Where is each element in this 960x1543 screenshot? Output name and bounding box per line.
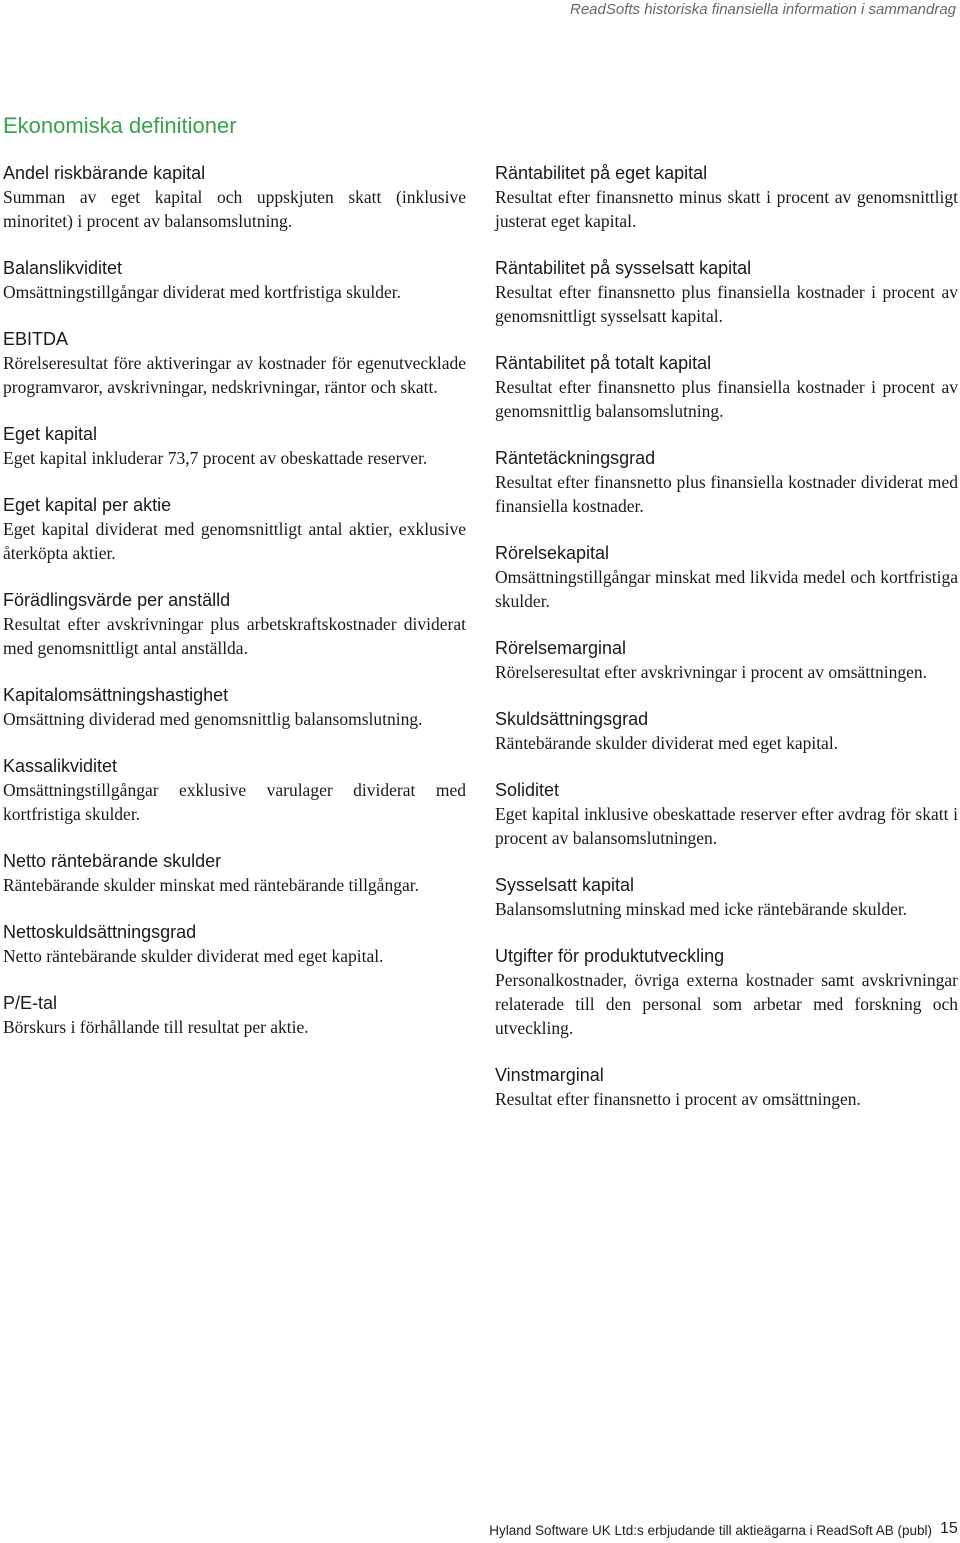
definition-term: Sysselsatt kapital [495,875,635,895]
definition-term: Förädlingsvärde per anställd [3,590,231,610]
definition-text: Resultat efter finansnetto plus finansiella kostnader i procent av genomsnittlig balansomslutning. [495,377,958,421]
definition-text: Räntebärande skulder dividerat med eget kapital. [495,733,839,753]
definition-entry [495,873,958,921]
definition-text: Omsättning dividerad med genomsnittlig balansomslutning. [3,709,423,729]
definition-term: Balanslikviditet [3,258,123,278]
definition-text: Rörelseresultat efter avskrivningar i procent av omsättningen. [495,662,928,682]
definition-text: Balansomslutning minskad med icke räntebärande skulder. [495,899,908,919]
definition-term: Eget kapital per aktie [3,495,172,515]
definition-entry [495,446,958,518]
definition-entry [3,588,466,660]
definition-entry [495,636,958,684]
definitions-column-right [495,161,958,1134]
definition-text: Eget kapital dividerat med genomsnittligt antal aktier, exklusive återköpta aktier. [3,519,466,563]
definition-term: Netto räntebärande skulder [3,851,222,871]
definition-text: Räntebärande skulder minskat med räntebärande tillgångar. [3,875,419,895]
definition-term: EBITDA [3,329,69,349]
definition-text: Eget kapital inkluderar 73,7 procent av obeskattade reserver. [3,448,428,468]
definition-entry [3,161,466,233]
page-number: 15 [940,1520,958,1537]
definition-term: Vinstmarginal [495,1065,604,1085]
definition-term: Räntetäckningsgrad [495,448,656,468]
definition-term: Räntabilitet på eget kapital [495,163,708,183]
definition-term: Kassalikviditet [3,756,118,776]
definition-entry [495,351,958,423]
definition-text: Resultat efter finansnetto i procent av omsättningen. [495,1089,861,1109]
definition-entry [495,1063,958,1111]
running-head: ReadSofts historiska finansiella information i sammandrag [569,1,956,18]
definition-entry [495,541,958,613]
definition-term: Andel riskbärande kapital [3,163,206,183]
definition-text: Omsättningstillgångar minskat med likvida medel och kortfristiga skulder. [495,567,958,611]
definition-entry [3,327,466,399]
definition-entry [495,944,958,1040]
definition-text: Personalkostnader, övriga externa kostnader samt avskrivningar relaterade till den personal som arbetar med forskning och utveckling. [495,970,958,1038]
section-title: Ekonomiska definitioner [3,113,237,138]
definition-text: Omsättningstillgångar dividerat med kortfristiga skulder. [3,282,402,302]
definition-entry [3,991,466,1039]
definition-term: Nettoskuldsättningsgrad [3,922,197,942]
definition-term: Rörelsekapital [495,543,610,563]
definition-text: Summan av eget kapital och uppskjuten skatt (inklusive minoritet) i procent av balansomslutning. [3,187,466,231]
definition-text: Resultat efter finansnetto plus finansiella kostnader dividerat med finansiella kostnader. [495,472,958,516]
definition-text: Börskurs i förhållande till resultat per aktie. [3,1017,309,1037]
definition-entry [495,707,958,755]
definition-text: Resultat efter finansnetto minus skatt i procent av genomsnittligt justerat eget kapital. [495,187,958,231]
definitions-column-left [3,161,466,1062]
definition-entry [495,778,958,850]
definition-term: Kapitalomsättningshastighet [3,685,229,705]
definition-entry [3,683,466,731]
page-footer: Hyland Software UK Ltd:s erbjudande till aktieägarna i ReadSoft AB (publ) [489,1523,932,1538]
definition-entry [495,256,958,328]
definition-text: Omsättningstillgångar exklusive varulager dividerat med kortfristiga skulder. [3,780,466,824]
definition-term: Soliditet [495,780,560,800]
definition-text: Resultat efter avskrivningar plus arbetskraftskostnader dividerat med genomsnittligt antal anställda. [3,614,466,658]
definition-entry [3,493,466,565]
definition-text: Resultat efter finansnetto plus finansiella kostnader i procent av genomsnittligt sysselsatt kapital. [495,282,958,326]
definition-term: Räntabilitet på sysselsatt kapital [495,258,752,278]
definition-entry [3,920,466,968]
definition-text: Rörelseresultat före aktiveringar av kostnader för egenutvecklade programvaror, avskrivningar, nedskrivningar, räntor och skatt. [3,353,466,397]
definition-term: Rörelsemarginal [495,638,627,658]
definition-entry [3,256,466,304]
definition-term: Räntabilitet på totalt kapital [495,353,712,373]
definition-entry [495,161,958,233]
definition-entry [3,422,466,470]
definition-entry [3,849,466,897]
definition-term: Skuldsättningsgrad [495,709,649,729]
definition-text: Eget kapital inklusive obeskattade reserver efter avdrag för skatt i procent av balansomslutningen. [495,804,958,848]
definition-term: Eget kapital [3,424,98,444]
definition-term: P/E-tal [3,993,58,1013]
definition-text: Netto räntebärande skulder dividerat med eget kapital. [3,946,384,966]
definition-term: Utgifter för produktutveckling [495,946,725,966]
definition-entry [3,754,466,826]
